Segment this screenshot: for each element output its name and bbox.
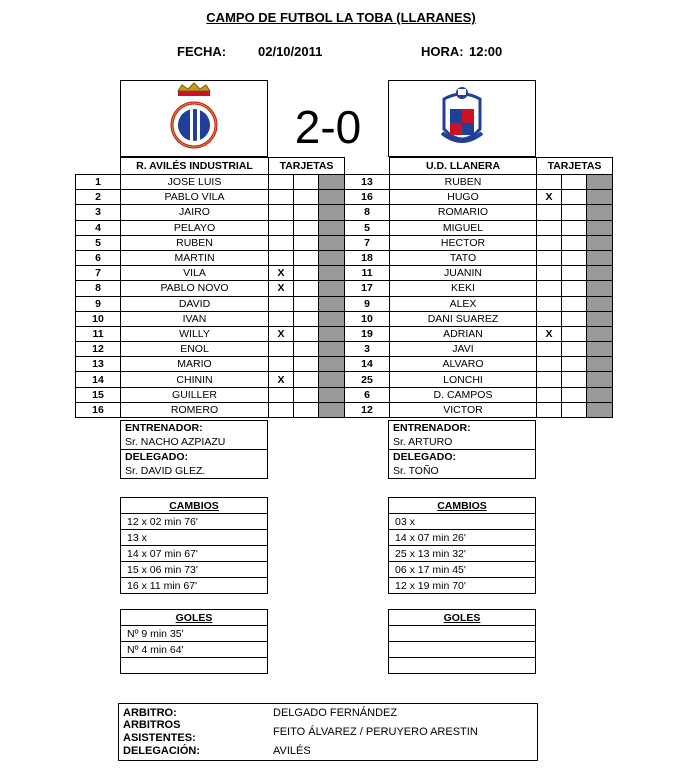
gol-entry bbox=[389, 658, 536, 674]
table-row bbox=[76, 387, 345, 402]
table-row bbox=[345, 402, 613, 417]
player-number: 11 bbox=[345, 266, 390, 281]
player-card-2 bbox=[294, 235, 319, 250]
table-row bbox=[76, 326, 345, 341]
player-number: 16 bbox=[76, 402, 121, 417]
player-card-2 bbox=[562, 311, 587, 326]
player-card bbox=[269, 296, 294, 311]
list-item bbox=[121, 626, 268, 642]
player-card-2 bbox=[562, 220, 587, 235]
home-team-name: R. AVILÉS INDUSTRIAL bbox=[121, 158, 269, 175]
table-row bbox=[76, 281, 345, 296]
player-name: RUBEN bbox=[390, 175, 537, 190]
cambio-entry: 14 x 07 min 26' bbox=[389, 530, 536, 546]
player-number: 10 bbox=[76, 311, 121, 326]
player-number: 7 bbox=[76, 266, 121, 281]
player-name: DANI SUAREZ bbox=[390, 311, 537, 326]
gol-entry: Nº 4 min 64' bbox=[121, 642, 268, 658]
player-number: 8 bbox=[345, 205, 390, 220]
gol-entry bbox=[389, 626, 536, 642]
player-card bbox=[537, 266, 562, 281]
player-card bbox=[269, 387, 294, 402]
player-card-gray bbox=[319, 296, 345, 311]
player-card-gray bbox=[319, 266, 345, 281]
table-row bbox=[76, 205, 345, 220]
player-card: X bbox=[537, 326, 562, 341]
away-goles-header: GOLES bbox=[389, 610, 536, 626]
home-entrenador: Sr. NACHO AZPIAZU bbox=[121, 435, 268, 450]
player-card bbox=[269, 175, 294, 190]
player-card: X bbox=[269, 281, 294, 296]
home-goles-table bbox=[120, 609, 268, 674]
list-item bbox=[121, 514, 268, 530]
list-item bbox=[389, 562, 536, 578]
player-name: DAVID bbox=[121, 296, 269, 311]
player-number: 19 bbox=[345, 326, 390, 341]
player-card-gray bbox=[587, 372, 613, 387]
away-delegado-label: DELEGADO: bbox=[389, 450, 536, 465]
player-card bbox=[269, 250, 294, 265]
player-card: X bbox=[269, 372, 294, 387]
gol-entry bbox=[121, 658, 268, 674]
player-card bbox=[537, 311, 562, 326]
player-card-2 bbox=[294, 357, 319, 372]
player-card-gray bbox=[587, 402, 613, 417]
table-row bbox=[345, 266, 613, 281]
player-card-gray bbox=[319, 250, 345, 265]
player-name: ADRIAN bbox=[390, 326, 537, 341]
player-card-2 bbox=[562, 190, 587, 205]
player-number: 8 bbox=[76, 281, 121, 296]
player-card-2 bbox=[562, 175, 587, 190]
player-number: 12 bbox=[76, 342, 121, 357]
list-item bbox=[121, 530, 268, 546]
list-item bbox=[389, 578, 536, 594]
page-title: CAMPO DE FUTBOL LA TOBA (LLARANES) bbox=[206, 10, 476, 25]
player-number: 13 bbox=[345, 175, 390, 190]
table-row bbox=[76, 250, 345, 265]
away-entrenador-label: ENTRENADOR: bbox=[389, 421, 536, 436]
player-card bbox=[269, 342, 294, 357]
player-card-gray bbox=[319, 372, 345, 387]
player-name: ENOL bbox=[121, 342, 269, 357]
player-card: X bbox=[269, 326, 294, 341]
player-number: 4 bbox=[76, 220, 121, 235]
player-card-2 bbox=[294, 266, 319, 281]
player-card-2 bbox=[562, 205, 587, 220]
player-card-2 bbox=[294, 175, 319, 190]
cambio-entry: 13 x bbox=[121, 530, 268, 546]
player-name: JOSE LUIS bbox=[121, 175, 269, 190]
player-card-gray bbox=[319, 311, 345, 326]
player-name: LONCHI bbox=[390, 372, 537, 387]
player-number: 18 bbox=[345, 250, 390, 265]
player-card-2 bbox=[294, 190, 319, 205]
table-row bbox=[76, 190, 345, 205]
player-card-2 bbox=[562, 402, 587, 417]
player-card-2 bbox=[562, 387, 587, 402]
player-number: 13 bbox=[76, 357, 121, 372]
hora-value: 12:00 bbox=[469, 44, 503, 59]
away-team-name: U.D. LLANERA bbox=[390, 158, 537, 175]
list-item bbox=[121, 642, 268, 658]
player-card-2 bbox=[294, 402, 319, 417]
player-card-2 bbox=[562, 250, 587, 265]
table-row bbox=[76, 296, 345, 311]
player-card-2 bbox=[294, 342, 319, 357]
player-name: D. CAMPOS bbox=[390, 387, 537, 402]
delegacion-label: DELEGACIÓN: bbox=[123, 745, 200, 757]
table-row bbox=[76, 402, 345, 417]
player-number: 12 bbox=[345, 402, 390, 417]
table-row bbox=[76, 235, 345, 250]
player-card bbox=[269, 402, 294, 417]
asistentes-label-1: ARBITROS bbox=[123, 719, 181, 731]
list-item bbox=[389, 642, 536, 658]
player-card-gray bbox=[587, 250, 613, 265]
home-tarjetas-header: TARJETAS bbox=[269, 158, 345, 175]
player-name: GUILLER bbox=[121, 387, 269, 402]
player-name: VILA bbox=[121, 266, 269, 281]
player-card bbox=[537, 342, 562, 357]
table-row bbox=[345, 372, 613, 387]
home-goles-header: GOLES bbox=[121, 610, 268, 626]
player-card-gray bbox=[319, 175, 345, 190]
cambio-entry: 16 x 11 min 67' bbox=[121, 578, 268, 594]
home-staff-table bbox=[120, 420, 268, 479]
player-card-gray bbox=[587, 205, 613, 220]
fecha-value: 02/10/2011 bbox=[258, 44, 323, 59]
player-card-2 bbox=[294, 205, 319, 220]
player-name: HECTOR bbox=[390, 235, 537, 250]
player-card-gray bbox=[319, 220, 345, 235]
table-row bbox=[345, 326, 613, 341]
player-card-gray bbox=[587, 175, 613, 190]
player-name: ROMERO bbox=[121, 402, 269, 417]
player-number: 5 bbox=[76, 235, 121, 250]
table-row bbox=[76, 175, 345, 190]
player-number: 2 bbox=[76, 190, 121, 205]
player-card bbox=[269, 311, 294, 326]
player-card-gray bbox=[319, 357, 345, 372]
player-number: 9 bbox=[345, 296, 390, 311]
table-row bbox=[76, 311, 345, 326]
player-number: 3 bbox=[345, 342, 390, 357]
player-name: ROMARIO bbox=[390, 205, 537, 220]
player-number: 15 bbox=[76, 387, 121, 402]
player-name: IVAN bbox=[121, 311, 269, 326]
player-card-gray bbox=[319, 205, 345, 220]
player-number: 10 bbox=[345, 311, 390, 326]
player-name: MARTIN bbox=[121, 250, 269, 265]
home-roster-table bbox=[75, 157, 345, 418]
list-item bbox=[389, 626, 536, 642]
list-item bbox=[121, 562, 268, 578]
player-name: JAVI bbox=[390, 342, 537, 357]
cambio-entry: 12 x 02 min 76' bbox=[121, 514, 268, 530]
officials-box bbox=[118, 703, 538, 761]
player-number: 11 bbox=[76, 326, 121, 341]
list-item bbox=[121, 658, 268, 674]
player-name: TATO bbox=[390, 250, 537, 265]
table-row bbox=[345, 250, 613, 265]
player-card: X bbox=[269, 266, 294, 281]
away-roster-table bbox=[344, 157, 613, 418]
player-card-gray bbox=[319, 342, 345, 357]
cambio-entry: 15 x 06 min 73' bbox=[121, 562, 268, 578]
player-card-gray bbox=[587, 311, 613, 326]
player-card-gray bbox=[587, 266, 613, 281]
list-item bbox=[389, 546, 536, 562]
player-name: JUANIN bbox=[390, 266, 537, 281]
player-card-2 bbox=[562, 281, 587, 296]
player-card bbox=[537, 387, 562, 402]
home-crest-icon bbox=[121, 81, 267, 156]
fecha-label: FECHA: bbox=[177, 44, 227, 59]
away-crest-icon bbox=[389, 81, 535, 156]
gol-entry bbox=[389, 642, 536, 658]
player-card-2 bbox=[562, 326, 587, 341]
player-name: PABLO VILA bbox=[121, 190, 269, 205]
player-number: 16 bbox=[345, 190, 390, 205]
player-card-2 bbox=[294, 250, 319, 265]
asistentes-label-2: ASISTENTES: bbox=[123, 732, 196, 744]
table-row bbox=[345, 205, 613, 220]
player-name: JAIRO bbox=[121, 205, 269, 220]
arbitro-value: DELGADO FERNÁNDEZ bbox=[273, 707, 398, 719]
cambio-entry: 25 x 13 min 32' bbox=[389, 546, 536, 562]
player-card bbox=[537, 372, 562, 387]
player-card-gray bbox=[587, 296, 613, 311]
player-card bbox=[269, 190, 294, 205]
hora-label: HORA: bbox=[421, 44, 464, 59]
player-card-gray bbox=[587, 357, 613, 372]
table-row bbox=[76, 357, 345, 372]
away-entrenador: Sr. ARTURO bbox=[389, 435, 536, 450]
player-number: 5 bbox=[345, 220, 390, 235]
player-card-2 bbox=[294, 281, 319, 296]
list-item bbox=[389, 530, 536, 546]
player-number: 3 bbox=[76, 205, 121, 220]
table-row bbox=[345, 357, 613, 372]
player-name: WILLY bbox=[121, 326, 269, 341]
player-name: ALVARO bbox=[390, 357, 537, 372]
list-item bbox=[389, 514, 536, 530]
table-row bbox=[345, 342, 613, 357]
player-card bbox=[269, 205, 294, 220]
table-row bbox=[345, 235, 613, 250]
home-cambios-table bbox=[120, 497, 268, 594]
player-card: X bbox=[537, 190, 562, 205]
table-row bbox=[345, 296, 613, 311]
table-row bbox=[345, 387, 613, 402]
player-number: 14 bbox=[345, 357, 390, 372]
player-number: 25 bbox=[345, 372, 390, 387]
player-card-2 bbox=[294, 372, 319, 387]
player-card-2 bbox=[562, 372, 587, 387]
player-card-2 bbox=[294, 220, 319, 235]
player-card bbox=[537, 250, 562, 265]
asistentes-value: FEITO ÁLVAREZ / PERUYERO ARESTIN bbox=[273, 726, 478, 738]
list-item bbox=[389, 658, 536, 674]
player-card-gray bbox=[319, 402, 345, 417]
home-delegado-label: DELEGADO: bbox=[121, 450, 268, 465]
player-name: ALEX bbox=[390, 296, 537, 311]
arbitro-label: ARBITRO: bbox=[123, 707, 177, 719]
player-card bbox=[269, 235, 294, 250]
away-delegado: Sr. TOÑO bbox=[389, 464, 536, 479]
away-cambios-header: CAMBIOS bbox=[389, 498, 536, 514]
player-card-gray bbox=[587, 190, 613, 205]
table-row bbox=[76, 220, 345, 235]
player-number: 17 bbox=[345, 281, 390, 296]
player-card-gray bbox=[587, 235, 613, 250]
player-name: KEKI bbox=[390, 281, 537, 296]
away-cambios-table bbox=[388, 497, 536, 594]
player-card bbox=[269, 220, 294, 235]
player-card-2 bbox=[294, 387, 319, 402]
player-name: VICTOR bbox=[390, 402, 537, 417]
player-card-gray bbox=[587, 220, 613, 235]
player-card-2 bbox=[562, 296, 587, 311]
list-item bbox=[121, 546, 268, 562]
player-card bbox=[537, 235, 562, 250]
player-card bbox=[537, 220, 562, 235]
home-delegado: Sr. DAVID GLEZ. bbox=[121, 464, 268, 479]
player-card-gray bbox=[319, 387, 345, 402]
player-name: PELAYO bbox=[121, 220, 269, 235]
home-cambios-header: CAMBIOS bbox=[121, 498, 268, 514]
away-crest-box bbox=[388, 80, 536, 157]
cambio-entry: 14 x 07 min 67' bbox=[121, 546, 268, 562]
player-name: RUBEN bbox=[121, 235, 269, 250]
player-card-2 bbox=[294, 326, 319, 341]
player-number: 7 bbox=[345, 235, 390, 250]
player-card bbox=[537, 357, 562, 372]
home-crest-box bbox=[120, 80, 268, 157]
gol-entry: Nº 9 min 35' bbox=[121, 626, 268, 642]
cambio-entry: 03 x bbox=[389, 514, 536, 530]
player-name: CHININ bbox=[121, 372, 269, 387]
player-card-gray bbox=[319, 190, 345, 205]
player-name: MARIO bbox=[121, 357, 269, 372]
player-number: 14 bbox=[76, 372, 121, 387]
player-name: HUGO bbox=[390, 190, 537, 205]
away-staff-table bbox=[388, 420, 536, 479]
list-item bbox=[121, 578, 268, 594]
player-number: 6 bbox=[76, 250, 121, 265]
player-card bbox=[537, 402, 562, 417]
player-number: 1 bbox=[76, 175, 121, 190]
player-card-2 bbox=[562, 266, 587, 281]
table-row bbox=[76, 372, 345, 387]
delegacion-value: AVILÉS bbox=[273, 745, 311, 757]
player-number: 6 bbox=[345, 387, 390, 402]
player-card-gray bbox=[587, 281, 613, 296]
player-card-2 bbox=[294, 311, 319, 326]
player-card-gray bbox=[587, 326, 613, 341]
player-card-gray bbox=[319, 281, 345, 296]
player-card-gray bbox=[319, 326, 345, 341]
player-name: MIGUEL bbox=[390, 220, 537, 235]
player-card bbox=[269, 357, 294, 372]
away-goles-table bbox=[388, 609, 536, 674]
home-entrenador-label: ENTRENADOR: bbox=[121, 421, 268, 436]
table-row bbox=[345, 220, 613, 235]
player-card-gray bbox=[319, 235, 345, 250]
table-row bbox=[345, 190, 613, 205]
player-card-2 bbox=[562, 357, 587, 372]
player-card-2 bbox=[294, 296, 319, 311]
table-row bbox=[76, 266, 345, 281]
player-number: 9 bbox=[76, 296, 121, 311]
player-card-gray bbox=[587, 342, 613, 357]
table-row bbox=[76, 342, 345, 357]
player-card bbox=[537, 296, 562, 311]
away-tarjetas-header: TARJETAS bbox=[537, 158, 613, 175]
player-name: PABLO NOVO bbox=[121, 281, 269, 296]
table-row bbox=[345, 175, 613, 190]
score: 2-0 bbox=[294, 101, 362, 153]
player-card-2 bbox=[562, 342, 587, 357]
player-card-2 bbox=[562, 235, 587, 250]
player-card bbox=[537, 175, 562, 190]
cambio-entry: 06 x 17 min 45' bbox=[389, 562, 536, 578]
cambio-entry: 12 x 19 min 70' bbox=[389, 578, 536, 594]
table-row bbox=[345, 311, 613, 326]
player-card bbox=[537, 205, 562, 220]
player-card bbox=[537, 281, 562, 296]
table-row bbox=[345, 281, 613, 296]
player-card-gray bbox=[587, 387, 613, 402]
